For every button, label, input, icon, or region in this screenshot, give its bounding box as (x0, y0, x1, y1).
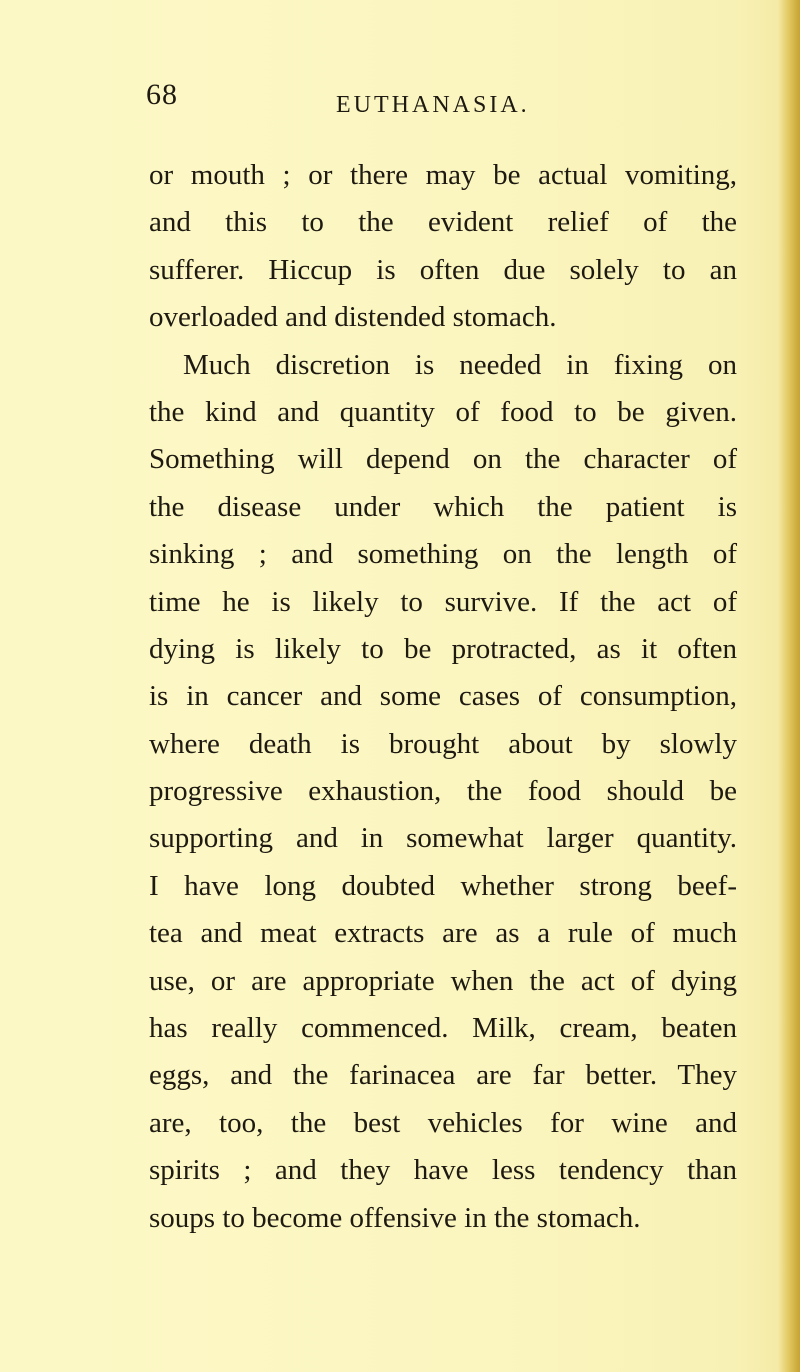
text-line: or mouth ; or there may be actual vomiting, (149, 159, 737, 191)
text-line: the disease under which the patient is (149, 490, 737, 523)
text-line: sinking ; and something on the length of (149, 538, 737, 571)
text-line: eggs, and the farinacea are far better. They (149, 1059, 737, 1092)
text-line: Much discretion is needed in fixing on (183, 348, 737, 381)
text-line: where death is brought about by slowly (149, 727, 737, 760)
text-line: soups to become offensive in the stomach. (149, 1201, 641, 1234)
text-line: progressive exhaustion, the food should be (149, 775, 737, 808)
page-edge-shadow (778, 0, 800, 1372)
text-line: are, too, the best vehicles for wine and (149, 1106, 737, 1139)
text-line: spirits ; and they have less tendency than (149, 1154, 737, 1187)
text-line: supporting and in somewhat larger quantity. (149, 822, 737, 855)
text-line: and this to the evident relief of the (149, 206, 737, 239)
text-line: has really commenced. Milk, cream, beaten (149, 1012, 737, 1045)
text-line: is in cancer and some cases of consumption, (149, 680, 737, 713)
running-title: EUTHANASIA. (336, 92, 530, 118)
text-line: time he is likely to survive. If the act of (149, 585, 737, 618)
text-line: dying is likely to be protracted, as it often (149, 632, 737, 665)
text-line: use, or are appropriate when the act of dying (149, 964, 737, 997)
text-line: tea and meat extracts are as a rule of much (149, 917, 737, 950)
text-line: I have long doubted whether strong beef- (149, 869, 737, 902)
page-header (0, 78, 800, 118)
text-line: overloaded and distended stomach. (149, 301, 557, 334)
text-line: Something will depend on the character of (149, 443, 737, 476)
body-text (149, 152, 737, 1242)
text-line: the kind and quantity of food to be given. (149, 395, 737, 428)
text-line: sufferer. Hiccup is often due solely to an (149, 253, 737, 286)
page-number: 68 (146, 78, 178, 111)
